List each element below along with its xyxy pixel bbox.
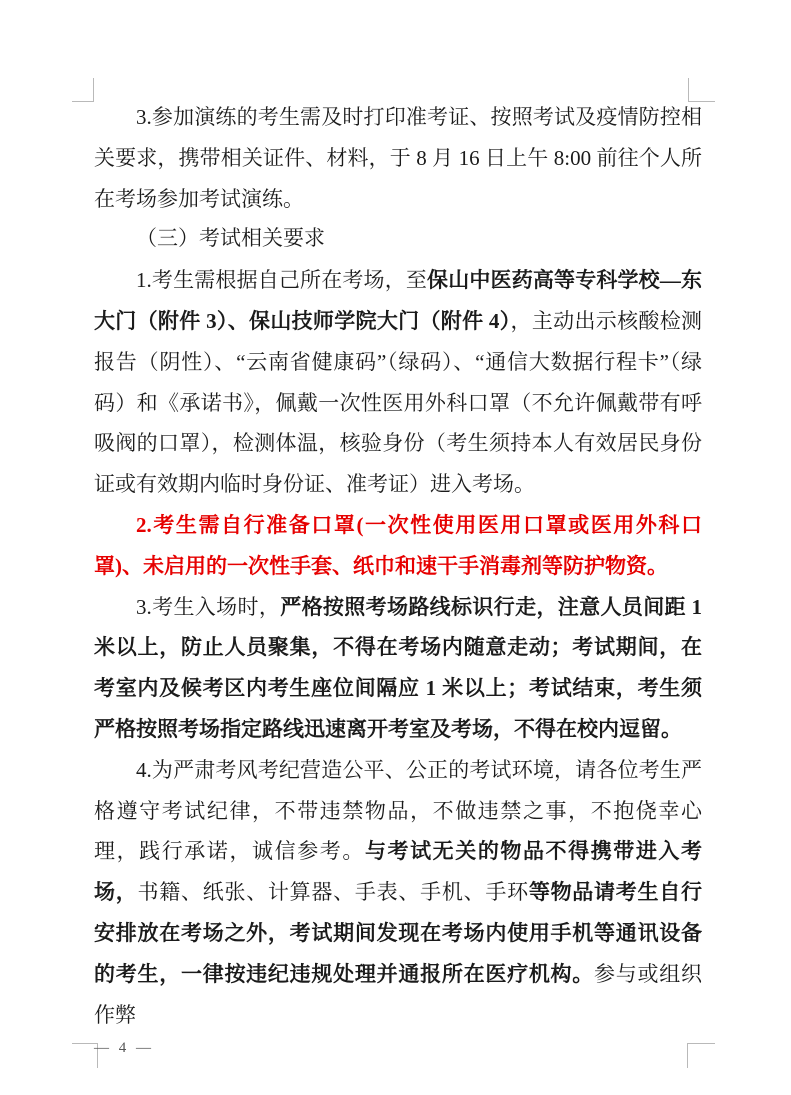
text-segment: 书籍、纸张、计算器、手表、手机、手环 xyxy=(137,880,529,905)
text-segment: （三）考试相关要求 xyxy=(136,227,325,251)
text-segment: 2.考生需自行准备口罩(一次性使用医用口罩或医用外科口罩)、未启用的一次性手套、纸巾和速干手消毒剂等防护物资。 xyxy=(94,512,702,578)
para-entry-checks xyxy=(94,260,702,505)
page-number: — 4 — xyxy=(94,1040,154,1056)
text-segment: ，主动出示核酸检测报告（阴性）、“云南省健康码”（绿码）、“通信大数据行程卡”（绿码）和《承诺书》，佩戴一次性医用外科口罩（不允许佩戴带有呼吸阀的口罩），检测体温，核验身份（考生须持本人有效居民身份证或有效期内临时身份证、准考证）进入考场。 xyxy=(94,308,702,497)
crop-mark-top-left-icon xyxy=(72,78,94,102)
crop-mark-bottom-right-icon xyxy=(687,1043,715,1068)
para-discipline xyxy=(94,750,702,1036)
text-segment: 参与或组织作弊 xyxy=(94,961,703,1027)
text-segment: 3.考生入场时， xyxy=(136,594,281,619)
heading-exam-requirements xyxy=(94,219,702,260)
text-segment: 3.参加演练的考生需及时打印准考证、按照考试及疫情防控相关要求，携带相关证件、材料，于 8 月 16 日上午 8:00 前往个人所在考场参加考试演练。 xyxy=(94,105,702,211)
para-protective-supplies xyxy=(94,505,702,587)
text-segment: 等物品请考生自行安排放在考场之外，考试期间发现在考场内使用手机等通讯设备的考生，一律按违纪违规处理并通报所在医疗机构。 xyxy=(94,880,703,986)
text-segment: 4.为严肃考风考纪营造公平、公正的考试环境，请各位考生严格遵守考试纪律，不带违禁物品，不做违禁之事，不抱侥幸心理，践行承诺，诚信参考。 xyxy=(94,757,702,864)
para-drill-notice xyxy=(94,97,702,219)
para-entry-rules xyxy=(94,587,702,750)
document-body xyxy=(94,97,702,1035)
text-segment: 保山中医药高等专科学校—东大门（附件 3）、保山技师学院大门（附件 4） xyxy=(94,268,703,333)
text-segment: 与考试无关的物品不得携带进入考场， xyxy=(94,839,703,905)
text-segment: 1.考生需根据自己所在考场，至 xyxy=(136,268,428,293)
text-segment: 严格按照考场路线标识行走，注意人员间距 1 米以上，防止人员聚集，不得在考场内随意走动；考试期间，在考室内及候考区内考生座位间隔应 1 米以上；考试结束，考生须严格按照考场指定路线迅速离开考室及考场，不得在校内逗留。 xyxy=(94,594,703,741)
